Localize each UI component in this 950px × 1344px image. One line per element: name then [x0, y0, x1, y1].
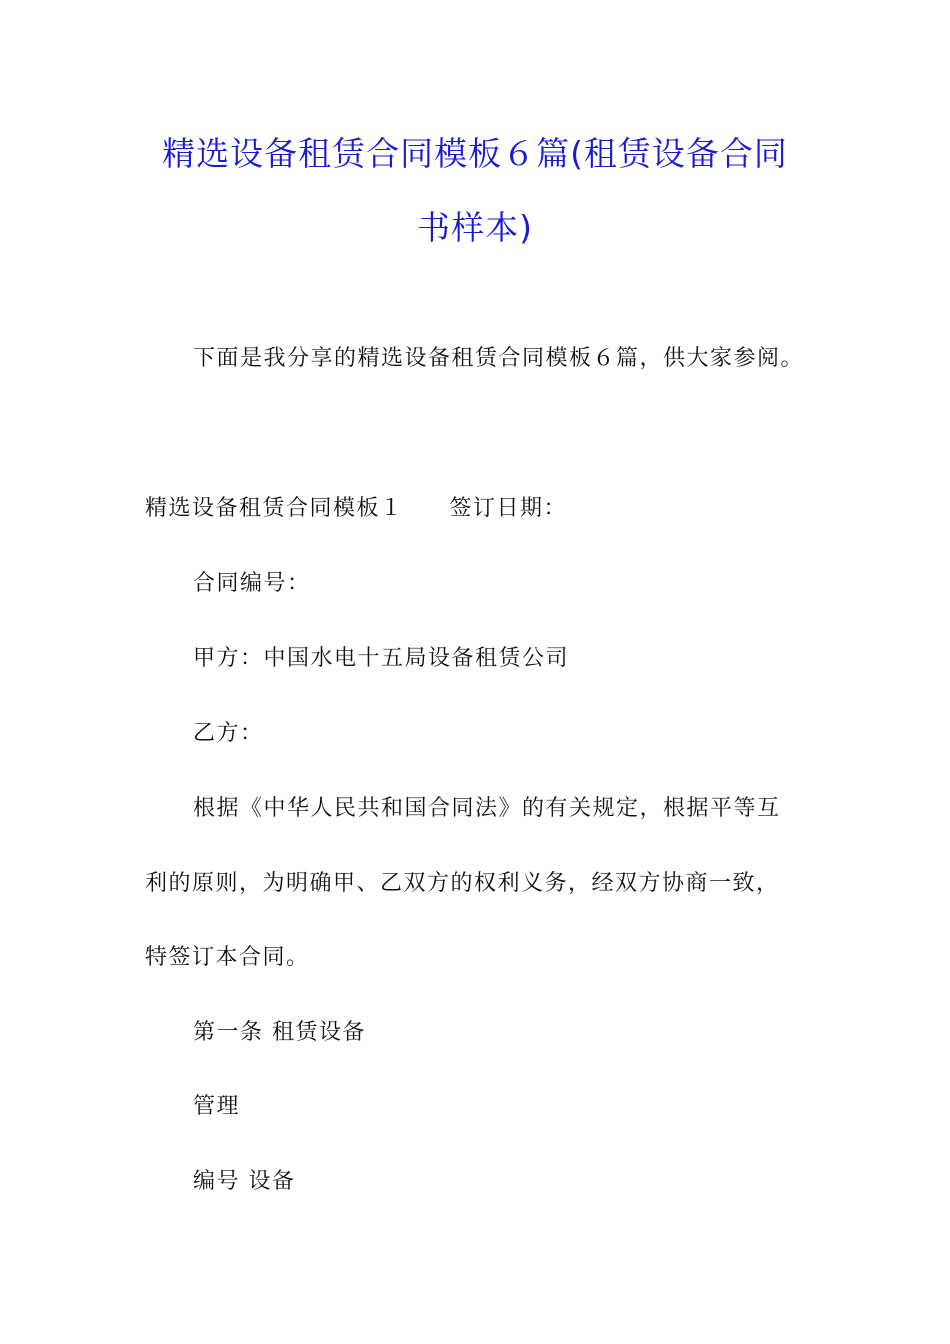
column-number-device: 编号 设备: [193, 1169, 296, 1194]
party-b-line: 乙方：: [193, 721, 264, 746]
document-title-line-1: 精选设备租赁合同模板６篇(租赁设备合同: [162, 134, 788, 173]
article-1-heading: 第一条 租赁设备: [193, 1020, 366, 1045]
paragraph-line-1: 根据《中华人民共和国合同法》的有关规定，根据平等互: [193, 796, 781, 821]
column-manage: 管理: [193, 1094, 241, 1119]
intro-paragraph: 下面是我分享的精选设备租赁合同模板６篇，供大家参阅。: [193, 346, 805, 371]
contract-number-label: 合同编号：: [193, 571, 311, 596]
party-a-line: 甲方：中国水电十五局设备租赁公司: [193, 646, 570, 671]
section-heading: 精选设备租赁合同模板１: [145, 496, 404, 521]
paragraph-line-3: 特签订本合同。: [145, 945, 310, 970]
paragraph-line-2: 利的原则，为明确甲、乙双方的权利义务，经双方协商一致，: [145, 871, 780, 896]
section-heading-row: [145, 494, 567, 524]
sign-date-label: 签订日期：: [449, 496, 568, 521]
document-title-line-2: 书样本): [417, 208, 533, 247]
